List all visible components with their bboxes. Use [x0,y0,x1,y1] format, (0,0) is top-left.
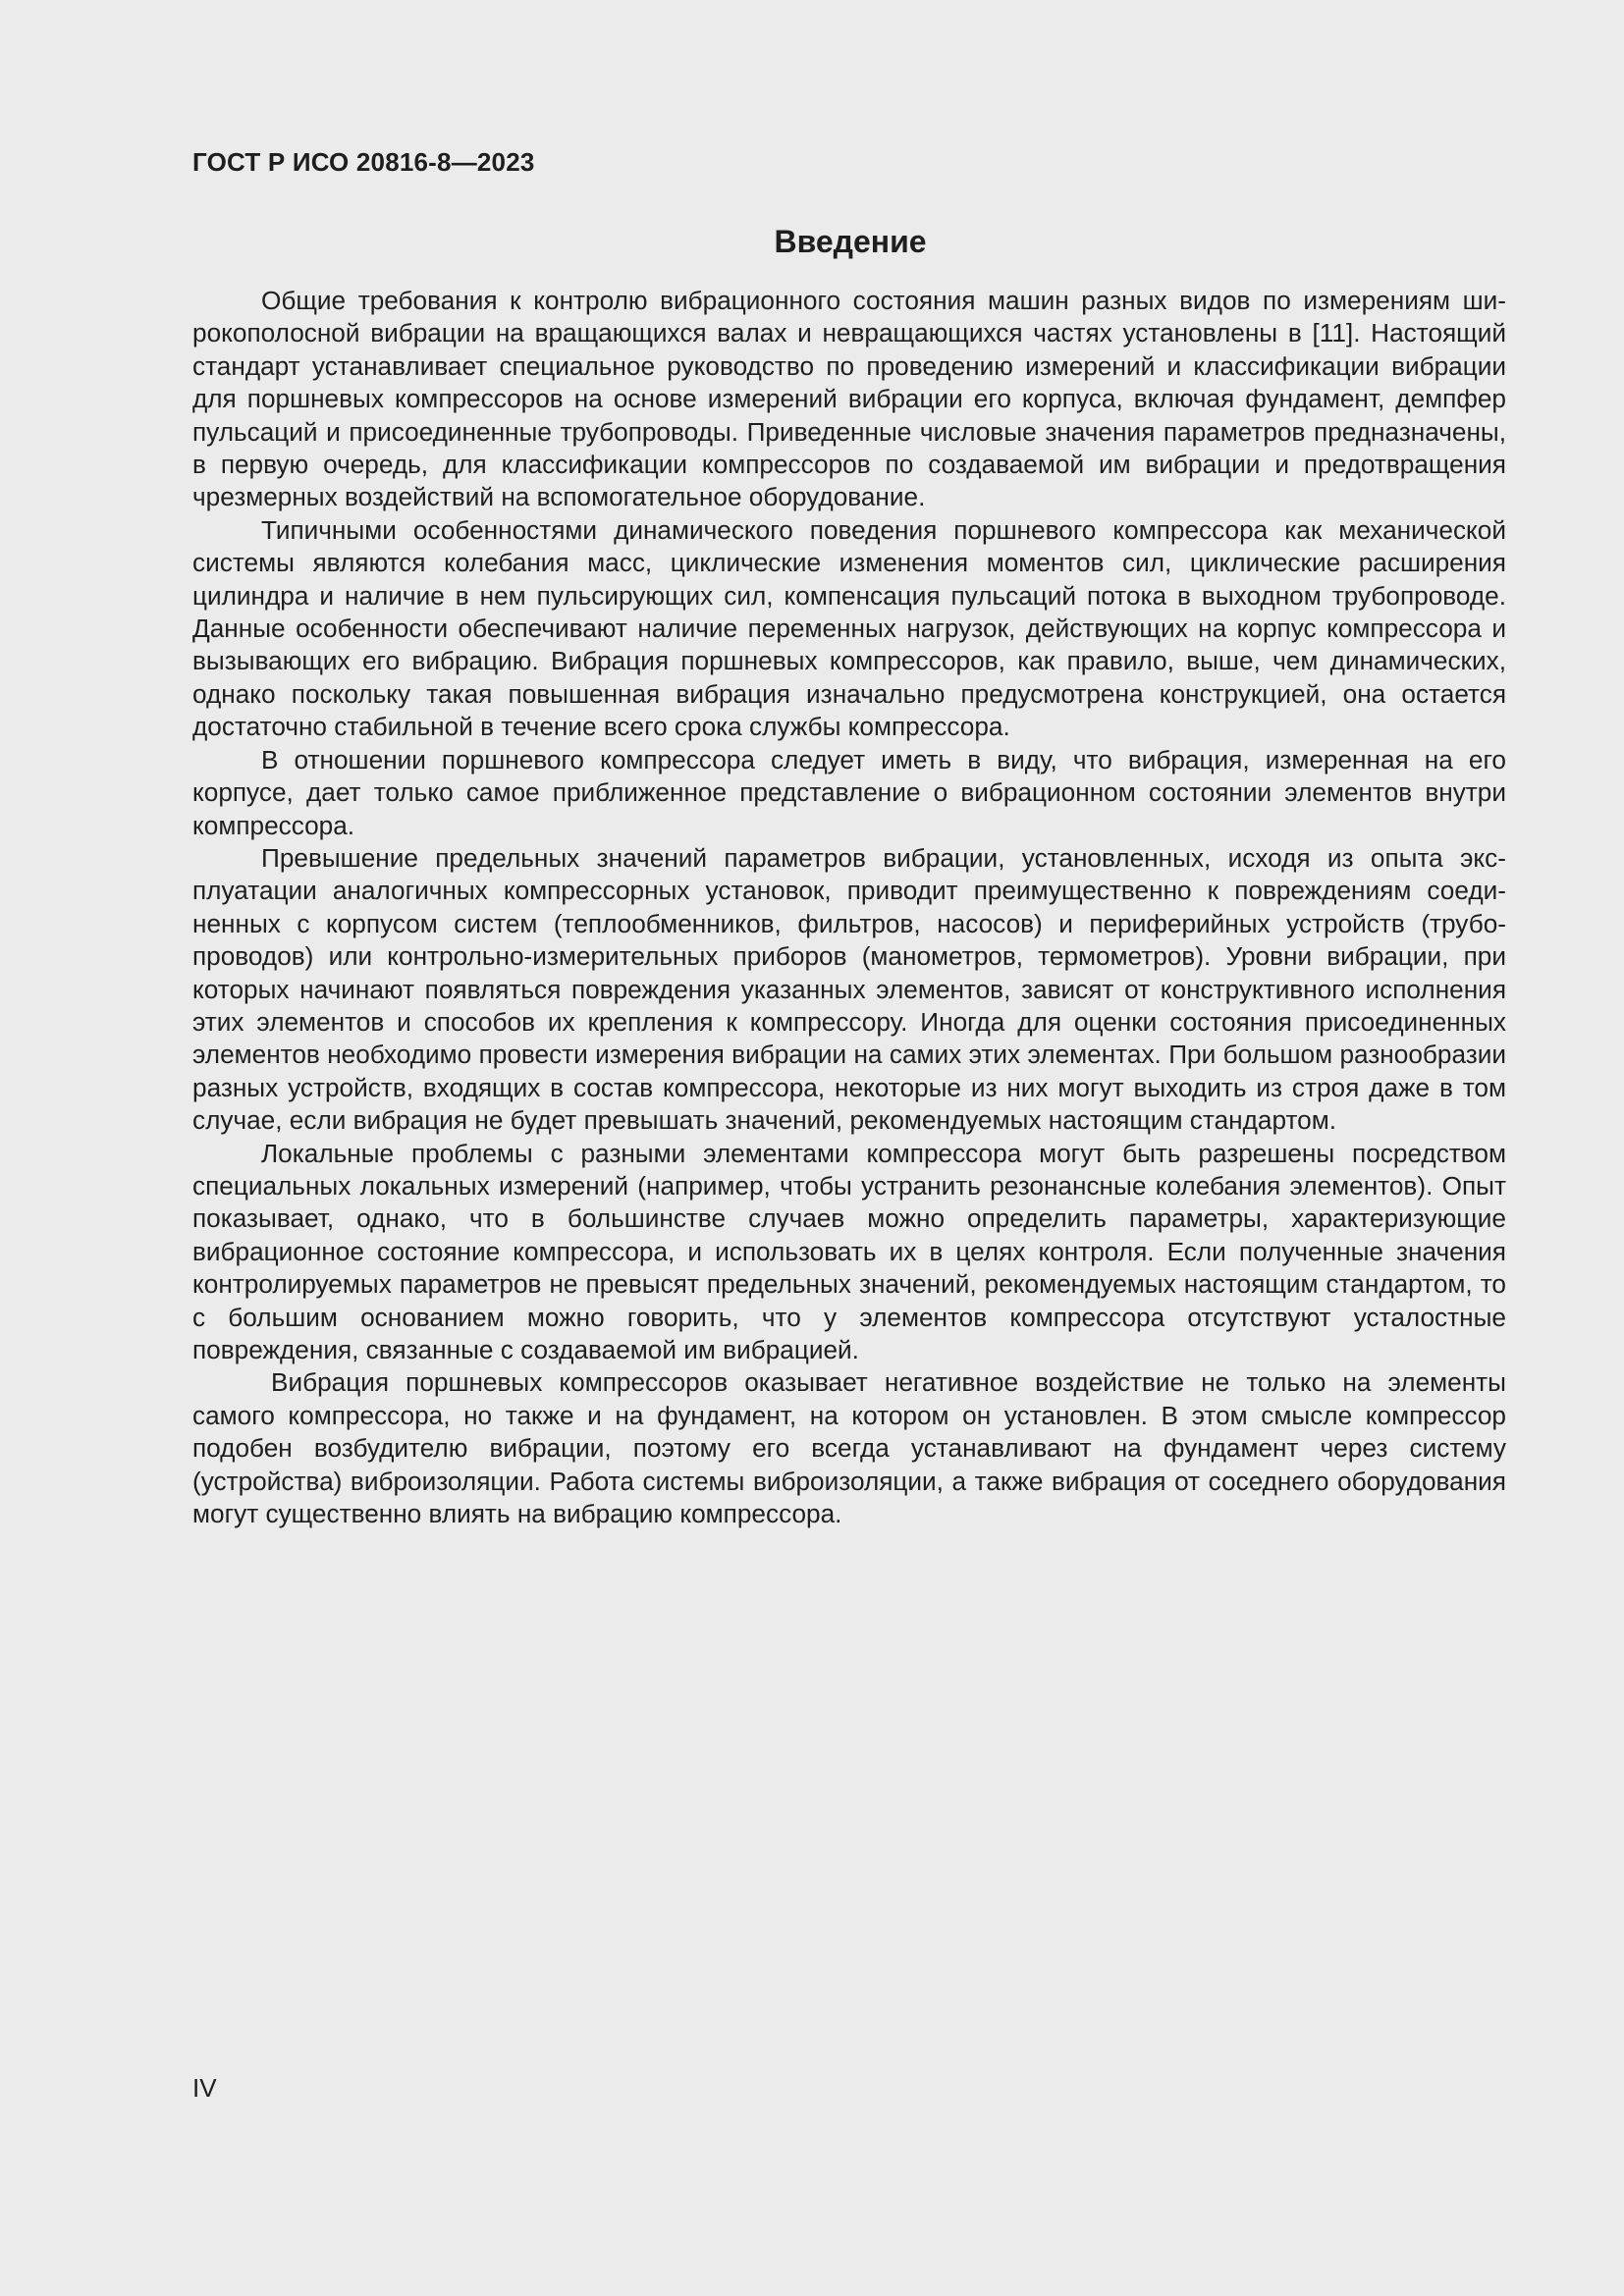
paragraph: Превышение предельных значений параметров вибрации, установленных, исходя из опыта эксплуатации аналогичных компрессорных установок, приводит преимущественно к повреждениям соединенных с корпусом систем (теплообменников, фильтров, насосов) и периферийных устройств (трубопроводов) или контрольно-измерительных приборов (манометров, термометров). Уровни вибрации, при которых начинают появляться повреждения указанных элементов, зависят от конструктивного исполнения этих элементов и способов их крепления к компрессору. Иногда для оценки состояния присоединенных элементов необходимо провести измерения вибрации на самих этих элементах. При большом разнообразии разных устройств, входящих в состав компрессора, некоторые из них могут выходить из строя даже в том случае, если вибрация не будет превышать значений, рекомендуемых настоящим стандартом. [192,842,1506,1136]
paragraph: Вибрация поршневых компрессоров оказывает негативное воздействие не только на элементы самого компрессора, но также и на фундамент, на котором он установлен. В этом смысле компрессор подобен возбудителю вибрации, поэтому его всегда устанавливают на фундамент через систему (устройства) виброизоляции. Работа системы виброизоляции, а также вибрация от соседнего оборудования могут существенно влиять на вибрацию компрессора. [192,1367,1506,1529]
section-title: Введение [774,224,927,259]
paragraph: Локальные проблемы с разными элементами компрессора могут быть разрешены посредством специальных локальных измерений (например, чтобы устранить резонансные колебания элементов). Опыт показывает, однако, что в большинстве случаев можно определить параметры, характеризующие вибрационное состояние компрессора, и использовать их в целях контроля. Если полученные значения контролируемых параметров не превысят предельных значений, рекомендуемых настоящим стандартом, то с большим основанием можно говорить, что у элементов компрессора отсутствуют усталостные повреждения, связанные с создаваемой им вибрацией. [192,1138,1506,1364]
paragraph: Общие требования к контролю вибрационного состояния машин разных видов по измерениям широкополосной вибрации на вращающихся валах и невращающихся частях установлены в [11]. Настоящий стандарт устанавливает специальное руководство по проведению измерений и классификации вибрации для поршневых компрессоров на основе измерений вибрации его корпуса, включая фундамент, демпфер пульсаций и присоединенные трубопроводы. Приведенные числовые значения параметров предназначены, в первую очередь, для классификации компрессоров по создаваемой им вибрации и предотвращения чрезмерных воздействий на вспомогательное оборудование. [192,286,1506,512]
paragraph: В отношении поршневого компрессора следует иметь в виду, что вибрация, измеренная на его корпусе, дает только самое приближенное представление о вибрационном состоянии элементов внутри компрессора. [192,744,1506,840]
document-id-header: ГОСТ Р ИСО 20816-8—2023 [192,147,535,177]
paragraph: Типичными особенностями динамического поведения поршневого компрессора как механической системы являются колебания масс, циклические изменения моментов сил, циклические расширения цилиндра и наличие в нем пульсирующих сил, компенсация пульсаций потока в выходном трубопроводе. Данные особенности обеспечивают наличие переменных нагрузок, действующих на корпус компрессора и вызывающих его вибрацию. Вибрация поршневых компрессоров, как правило, выше, чем динамических, однако поскольку такая повышенная вибрация изначально предусмотрена конструкцией, она остается достаточно стабильной в течение всего срока службы компрессора. [192,514,1506,742]
introduction-body [192,285,1506,1530]
page-number: IV [192,2073,217,2103]
